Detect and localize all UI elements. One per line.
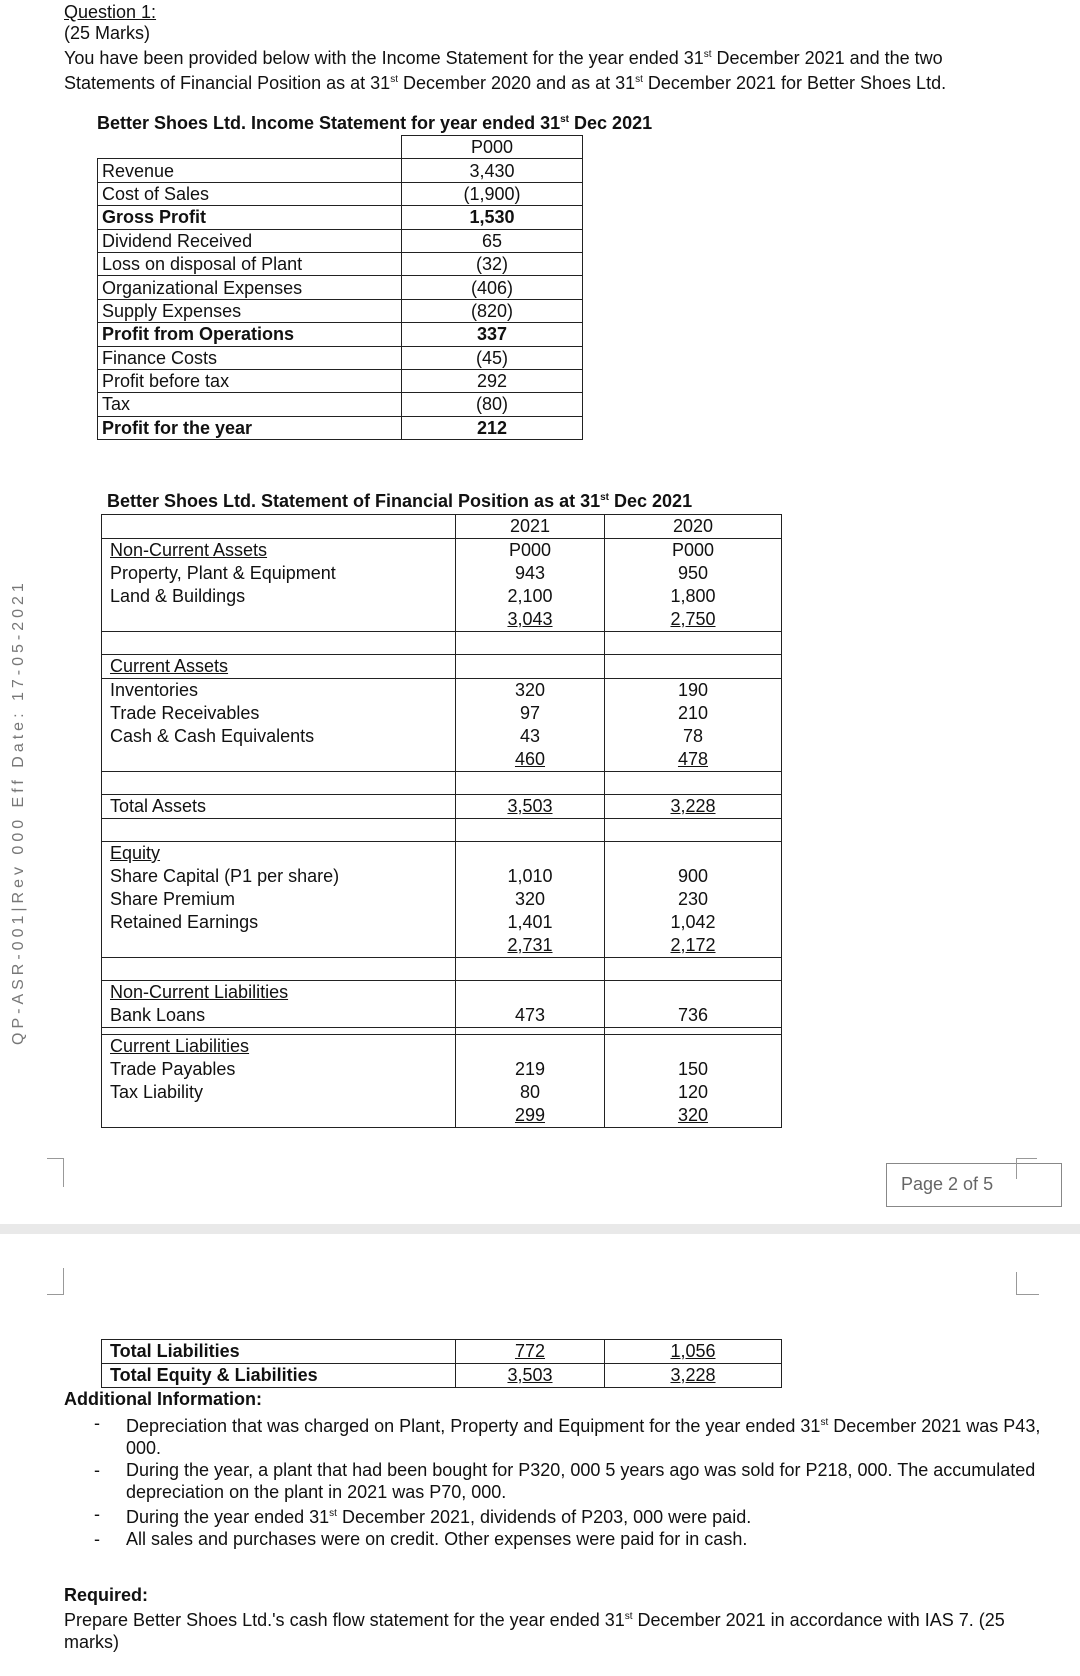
table-row: Profit from Operations 337 bbox=[98, 323, 583, 346]
question-intro: You have been provided below with the Income Statement for the year ended 31st December 2021 and the two Statements of Financial Position as at 31st December 2020 and as at 31st December 2021 for Better Shoes Ltd. bbox=[64, 48, 947, 93]
income-statement-table bbox=[97, 135, 583, 440]
required-section bbox=[64, 1584, 1044, 1653]
table-row: Inventories Trade Receivables Cash & Cash Equivalents 320 97 43 460 190 210 78 478 bbox=[102, 679, 782, 772]
table-row: Gross Profit 1,530 bbox=[98, 206, 583, 229]
page-break bbox=[0, 1224, 1080, 1234]
table-row: Loss on disposal of Plant (32) bbox=[98, 252, 583, 275]
sfp-table bbox=[101, 514, 782, 1128]
crop-mark bbox=[1016, 1272, 1039, 1295]
table-row: Dividend Received 65 bbox=[98, 229, 583, 252]
table-row: Total Assets 3,503 3,228 bbox=[102, 795, 782, 819]
list-item: - All sales and purchases were on credit. Other expenses were paid for in cash. bbox=[64, 1528, 1044, 1550]
ncl-heading: Non-Current Liabilities bbox=[110, 982, 289, 1002]
required-heading: Required: bbox=[64, 1585, 149, 1605]
table-row: Non-Current Assets Property, Plant & Equipment Land & Buildings P000 943 2,100 3,043 P000 950 1,800 2,750 bbox=[102, 539, 782, 632]
crop-mark bbox=[47, 1268, 64, 1295]
page-number: Page 2 of 5 bbox=[901, 1174, 994, 1194]
table-row bbox=[102, 655, 782, 679]
question-header bbox=[64, 2, 1034, 94]
list-item: - During the year ended 31st December 2021, dividends of P203, 000 were paid. bbox=[64, 1503, 1044, 1528]
table-row: Profit before tax 292 bbox=[98, 369, 583, 392]
table-row: Equity Share Capital (P1 per share) Share Premium Retained Earnings 1,010 320 1,401 2,731 900 230 1,042 2,172 bbox=[102, 842, 782, 958]
sfp-col-2020: 2020 bbox=[605, 515, 782, 539]
table-row: Cost of Sales (1,900) bbox=[98, 182, 583, 205]
additional-information bbox=[64, 1388, 1044, 1550]
cl-heading: Current Liabilities bbox=[110, 1036, 250, 1056]
crop-mark bbox=[47, 1158, 64, 1187]
total-assets-label: Total Assets bbox=[102, 795, 456, 819]
equity-heading: Equity bbox=[110, 843, 161, 863]
table-row: Supply Expenses (820) bbox=[98, 299, 583, 322]
sfp-totals-table bbox=[101, 1339, 782, 1388]
required-text: Prepare Better Shoes Ltd.'s cash flow statement for the year ended 31st December 2021 in accordance with IAS 7. (25 marks) bbox=[64, 1610, 1005, 1652]
side-reference-code: QP-ASR-001|Rev 000 Eff Date: 17-05-2021 bbox=[10, 579, 27, 1045]
additional-heading: Additional Information: bbox=[64, 1389, 262, 1409]
table-row: Total Equity & Liabilities 3,503 3,228 bbox=[102, 1364, 782, 1388]
table-row: Organizational Expenses (406) bbox=[98, 276, 583, 299]
sfp-title: Better Shoes Ltd. Statement of Financial Position as at 31st Dec 2021 bbox=[107, 491, 693, 511]
table-row: Non-Current Liabilities Bank Loans 473 736 bbox=[102, 981, 782, 1028]
question-title: Question 1: bbox=[64, 2, 157, 22]
crop-mark bbox=[1016, 1158, 1037, 1179]
table-row: Total Liabilities 772 1,056 bbox=[102, 1340, 782, 1364]
table-row: Finance Costs (45) bbox=[98, 346, 583, 369]
table-row: Tax (80) bbox=[98, 393, 583, 416]
table-row: Profit for the year 212 bbox=[98, 416, 583, 439]
total-liabilities-label: Total Liabilities bbox=[102, 1340, 456, 1364]
ca-heading: Current Assets bbox=[110, 656, 229, 676]
table-row: Revenue 3,430 bbox=[98, 159, 583, 182]
table-row: Current Liabilities Trade Payables Tax Liability 219 80 299 150 120 320 bbox=[102, 1035, 782, 1128]
is-unit-header: P000 bbox=[402, 136, 583, 159]
nca-heading: Non-Current Assets bbox=[110, 540, 268, 560]
total-equity-liabilities-label: Total Equity & Liabilities bbox=[102, 1364, 456, 1388]
list-item: - Depreciation that was charged on Plant, Property and Equipment for the year ended 31st December 2021 was P43, 000. bbox=[64, 1412, 1044, 1459]
sfp-col-2021: 2021 bbox=[456, 515, 605, 539]
question-marks: (25 Marks) bbox=[64, 23, 151, 43]
income-statement-title: Better Shoes Ltd. Income Statement for year ended 31st Dec 2021 bbox=[97, 113, 653, 133]
list-item: - During the year, a plant that had been bought for P320, 000 5 years ago was sold for P218, 000. The accumulated depreciation on the plant in 2021 was P70, 000. bbox=[64, 1459, 1044, 1503]
